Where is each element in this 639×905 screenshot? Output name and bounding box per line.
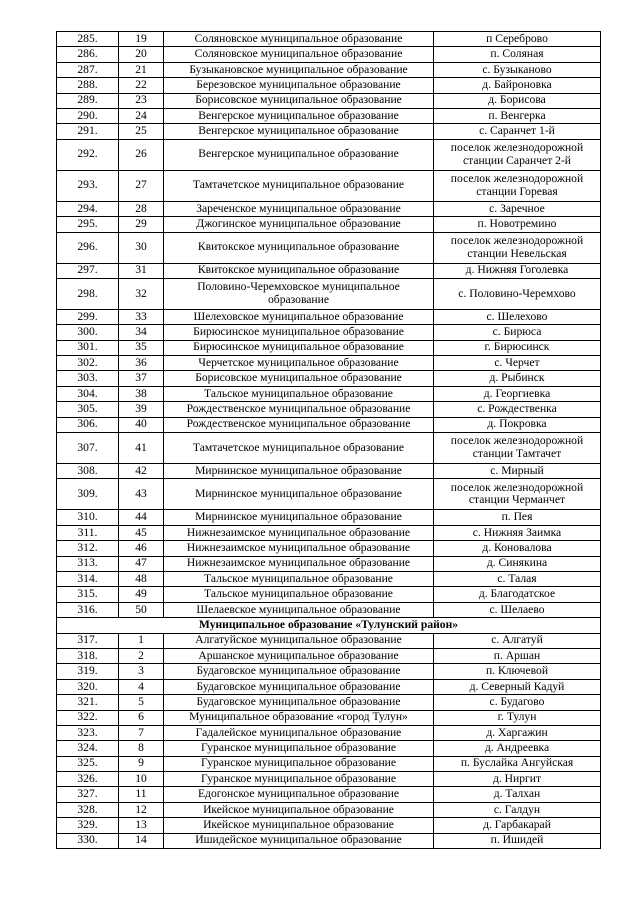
table-row [57, 679, 601, 694]
sub-number-cell: 36 [119, 356, 164, 371]
sub-number-cell: 22 [119, 78, 164, 93]
settlement-cell: п. Буслайка Ангуйская [434, 756, 601, 771]
row-number-cell: 294. [57, 201, 119, 216]
table-row [57, 664, 601, 679]
table-row [57, 309, 601, 324]
table-row [57, 232, 601, 263]
sub-number-cell: 14 [119, 833, 164, 848]
settlement-cell: с. Нижняя Заимка [434, 525, 601, 540]
table-row [57, 787, 601, 802]
table-row [57, 710, 601, 725]
sub-number-cell: 10 [119, 772, 164, 787]
municipality-cell: Гуранское муниципальное образование [164, 772, 434, 787]
row-number-cell: 316. [57, 602, 119, 617]
sub-number-cell: 30 [119, 232, 164, 263]
municipality-cell: Половино-Черемховское муниципальное образование [164, 278, 434, 309]
table-row [57, 371, 601, 386]
table-row [57, 417, 601, 432]
row-number-cell: 295. [57, 217, 119, 232]
sub-number-cell: 34 [119, 325, 164, 340]
row-number-cell: 291. [57, 124, 119, 139]
row-number-cell: 329. [57, 818, 119, 833]
table-row [57, 602, 601, 617]
municipality-cell: Мирнинское муниципальное образование [164, 464, 434, 479]
table-row [57, 648, 601, 663]
municipality-cell: Бирюсинское муниципальное образование [164, 340, 434, 355]
municipality-cell: Икейское муниципальное образование [164, 818, 434, 833]
table-row [57, 772, 601, 787]
row-number-cell: 318. [57, 648, 119, 663]
municipality-cell: Бузыкановское муниципальное образование [164, 62, 434, 77]
table-body-part2 [57, 633, 601, 848]
table-row [57, 833, 601, 848]
row-number-cell: 288. [57, 78, 119, 93]
table-row [57, 633, 601, 648]
table-row [57, 263, 601, 278]
settlement-cell: с. Шелехово [434, 309, 601, 324]
row-number-cell: 317. [57, 633, 119, 648]
sub-number-cell: 2 [119, 648, 164, 663]
row-number-cell: 301. [57, 340, 119, 355]
table-row [57, 201, 601, 216]
municipality-cell: Икейское муниципальное образование [164, 802, 434, 817]
municipality-cell: Венгерское муниципальное образование [164, 108, 434, 123]
settlement-cell: с. Галдун [434, 802, 601, 817]
table-row [57, 325, 601, 340]
settlement-cell: с. Будагово [434, 695, 601, 710]
settlement-cell: с. Шелаево [434, 602, 601, 617]
table-row [57, 556, 601, 571]
sub-number-cell: 50 [119, 602, 164, 617]
settlement-cell: поселок железнодорожной станции Невельская [434, 232, 601, 263]
sub-number-cell: 26 [119, 139, 164, 170]
settlement-cell: с. Алгатуй [434, 633, 601, 648]
table-row [57, 47, 601, 62]
municipality-cell: Гадалейское муниципальное образование [164, 725, 434, 740]
sub-number-cell: 7 [119, 725, 164, 740]
row-number-cell: 323. [57, 725, 119, 740]
row-number-cell: 303. [57, 371, 119, 386]
row-number-cell: 304. [57, 386, 119, 401]
row-number-cell: 287. [57, 62, 119, 77]
settlement-cell: д. Синякина [434, 556, 601, 571]
municipality-cell: Аршанское муниципальное образование [164, 648, 434, 663]
row-number-cell: 326. [57, 772, 119, 787]
settlement-cell: с. Половино-Черемхово [434, 278, 601, 309]
section-header-group [57, 618, 601, 633]
municipality-cell: Тальское муниципальное образование [164, 386, 434, 401]
municipality-cell: Алгатуйское муниципальное образование [164, 633, 434, 648]
municipality-cell: Шелаевское муниципальное образование [164, 602, 434, 617]
row-number-cell: 310. [57, 510, 119, 525]
settlement-cell: п Сереброво [434, 32, 601, 47]
row-number-cell: 305. [57, 402, 119, 417]
sub-number-cell: 49 [119, 587, 164, 602]
settlement-cell: с. Рождественка [434, 402, 601, 417]
settlement-cell: д. Байроновка [434, 78, 601, 93]
row-number-cell: 324. [57, 741, 119, 756]
sub-number-cell: 39 [119, 402, 164, 417]
settlement-cell: д. Гарбакарай [434, 818, 601, 833]
municipality-cell: Нижнезаимское муниципальное образование [164, 525, 434, 540]
row-number-cell: 292. [57, 139, 119, 170]
sub-number-cell: 24 [119, 108, 164, 123]
sub-number-cell: 1 [119, 633, 164, 648]
municipality-cell: Тальское муниципальное образование [164, 571, 434, 586]
table-row [57, 695, 601, 710]
municipality-cell: Гуранское муниципальное образование [164, 741, 434, 756]
sub-number-cell: 46 [119, 541, 164, 556]
sub-number-cell: 37 [119, 371, 164, 386]
municipality-cell: Рождественское муниципальное образование [164, 417, 434, 432]
municipality-cell: Гуранское муниципальное образование [164, 756, 434, 771]
municipality-cell: Ишидейское муниципальное образование [164, 833, 434, 848]
row-number-cell: 325. [57, 756, 119, 771]
table-row [57, 464, 601, 479]
row-number-cell: 306. [57, 417, 119, 432]
table-row [57, 587, 601, 602]
municipality-cell: Тальское муниципальное образование [164, 587, 434, 602]
municipality-cell: Бирюсинское муниципальное образование [164, 325, 434, 340]
row-number-cell: 298. [57, 278, 119, 309]
table-row [57, 278, 601, 309]
municipality-cell: Тамтачетское муниципальное образование [164, 170, 434, 201]
row-number-cell: 307. [57, 433, 119, 464]
municipality-cell: Венгерское муниципальное образование [164, 139, 434, 170]
municipality-cell: Соляновское муниципальное образование [164, 32, 434, 47]
municipality-cell: Квитокское муниципальное образование [164, 263, 434, 278]
municipality-cell: Квитокское муниципальное образование [164, 232, 434, 263]
table-row [57, 356, 601, 371]
table-row [57, 170, 601, 201]
sub-number-cell: 12 [119, 802, 164, 817]
municipality-cell: Шелеховское муниципальное образование [164, 309, 434, 324]
row-number-cell: 322. [57, 710, 119, 725]
row-number-cell: 311. [57, 525, 119, 540]
settlement-cell: п. Новотремино [434, 217, 601, 232]
row-number-cell: 330. [57, 833, 119, 848]
sub-number-cell: 40 [119, 417, 164, 432]
sub-number-cell: 8 [119, 741, 164, 756]
settlement-cell: д. Талхан [434, 787, 601, 802]
settlement-cell: п. Венгерка [434, 108, 601, 123]
sub-number-cell: 4 [119, 679, 164, 694]
municipality-cell: Борисовское муниципальное образование [164, 93, 434, 108]
municipality-cell: Муниципальное образование «город Тулун» [164, 710, 434, 725]
table-row [57, 479, 601, 510]
table-row [57, 386, 601, 401]
sub-number-cell: 28 [119, 201, 164, 216]
municipality-cell: Борисовское муниципальное образование [164, 371, 434, 386]
settlement-cell: г. Бирюсинск [434, 340, 601, 355]
table-row [57, 402, 601, 417]
table-row [57, 340, 601, 355]
sub-number-cell: 41 [119, 433, 164, 464]
settlement-cell: д. Покровка [434, 417, 601, 432]
municipality-cell: Рождественское муниципальное образование [164, 402, 434, 417]
sub-number-cell: 21 [119, 62, 164, 77]
settlement-cell: с. Заречное [434, 201, 601, 216]
table-row [57, 725, 601, 740]
settlement-cell: д. Благодатское [434, 587, 601, 602]
sub-number-cell: 42 [119, 464, 164, 479]
settlement-cell: д. Нижняя Гоголевка [434, 263, 601, 278]
table-row [57, 541, 601, 556]
municipality-cell: Будаговское муниципальное образование [164, 679, 434, 694]
settlement-cell: поселок железнодорожной станции Горевая [434, 170, 601, 201]
row-number-cell: 328. [57, 802, 119, 817]
settlement-cell: поселок железнодорожной станции Саранчет 2-й [434, 139, 601, 170]
sub-number-cell: 31 [119, 263, 164, 278]
table-row [57, 93, 601, 108]
municipality-cell: Мирнинское муниципальное образование [164, 479, 434, 510]
row-number-cell: 319. [57, 664, 119, 679]
sub-number-cell: 13 [119, 818, 164, 833]
table-row [57, 756, 601, 771]
settlement-cell: д. Ниргит [434, 772, 601, 787]
sub-number-cell: 9 [119, 756, 164, 771]
settlement-cell: с. Черчет [434, 356, 601, 371]
settlement-cell: д. Борисова [434, 93, 601, 108]
settlement-cell: г. Тулун [434, 710, 601, 725]
sub-number-cell: 45 [119, 525, 164, 540]
table-row [57, 32, 601, 47]
sub-number-cell: 32 [119, 278, 164, 309]
row-number-cell: 285. [57, 32, 119, 47]
settlement-cell: п. Ключевой [434, 664, 601, 679]
settlement-cell: п. Ишидей [434, 833, 601, 848]
settlement-cell: п. Пея [434, 510, 601, 525]
settlement-cell: д. Харгажин [434, 725, 601, 740]
section-title: Муниципальное образование «Тулунский район» [57, 618, 601, 633]
municipality-cell: Тамтачетское муниципальное образование [164, 433, 434, 464]
table-row [57, 217, 601, 232]
table-row [57, 510, 601, 525]
sub-number-cell: 5 [119, 695, 164, 710]
municipality-cell: Венгерское муниципальное образование [164, 124, 434, 139]
municipality-cell: Мирнинское муниципальное образование [164, 510, 434, 525]
table-row [57, 124, 601, 139]
sub-number-cell: 38 [119, 386, 164, 401]
section-header-row [57, 618, 601, 633]
settlement-cell: с. Бирюса [434, 325, 601, 340]
municipality-cell: Соляновское муниципальное образование [164, 47, 434, 62]
row-number-cell: 300. [57, 325, 119, 340]
row-number-cell: 302. [57, 356, 119, 371]
row-number-cell: 312. [57, 541, 119, 556]
municipality-cell: Березовское муниципальное образование [164, 78, 434, 93]
settlement-cell: д. Андреевка [434, 741, 601, 756]
row-number-cell: 296. [57, 232, 119, 263]
sub-number-cell: 19 [119, 32, 164, 47]
sub-number-cell: 11 [119, 787, 164, 802]
settlement-cell: п. Соляная [434, 47, 601, 62]
settlement-cell: д. Коновалова [434, 541, 601, 556]
municipality-cell: Будаговское муниципальное образование [164, 695, 434, 710]
sub-number-cell: 3 [119, 664, 164, 679]
sub-number-cell: 6 [119, 710, 164, 725]
municipality-cell: Нижнезаимское муниципальное образование [164, 541, 434, 556]
table-row [57, 741, 601, 756]
sub-number-cell: 27 [119, 170, 164, 201]
settlement-cell: д. Северный Кадуй [434, 679, 601, 694]
table-body-part1 [57, 32, 601, 618]
municipality-cell: Джогинское муниципальное образование [164, 217, 434, 232]
row-number-cell: 309. [57, 479, 119, 510]
settlement-cell: д. Рыбинск [434, 371, 601, 386]
sub-number-cell: 35 [119, 340, 164, 355]
row-number-cell: 313. [57, 556, 119, 571]
table-row [57, 802, 601, 817]
settlements-table [56, 31, 601, 849]
row-number-cell: 308. [57, 464, 119, 479]
row-number-cell: 297. [57, 263, 119, 278]
table-row [57, 433, 601, 464]
municipality-cell: Едогонское муниципальное образование [164, 787, 434, 802]
settlement-cell: с. Мирный [434, 464, 601, 479]
municipality-cell: Зареченское муниципальное образование [164, 201, 434, 216]
settlement-cell: с. Бузыканово [434, 62, 601, 77]
sub-number-cell: 48 [119, 571, 164, 586]
row-number-cell: 293. [57, 170, 119, 201]
table-row [57, 62, 601, 77]
municipality-cell: Черчетское муниципальное образование [164, 356, 434, 371]
row-number-cell: 289. [57, 93, 119, 108]
table-row [57, 571, 601, 586]
row-number-cell: 315. [57, 587, 119, 602]
municipality-cell: Будаговское муниципальное образование [164, 664, 434, 679]
sub-number-cell: 47 [119, 556, 164, 571]
row-number-cell: 286. [57, 47, 119, 62]
row-number-cell: 327. [57, 787, 119, 802]
municipality-cell: Нижнезаимское муниципальное образование [164, 556, 434, 571]
settlement-cell: поселок железнодорожной станции Тамтачет [434, 433, 601, 464]
sub-number-cell: 20 [119, 47, 164, 62]
sub-number-cell: 33 [119, 309, 164, 324]
table-row [57, 139, 601, 170]
settlement-cell: д. Георгиевка [434, 386, 601, 401]
sub-number-cell: 44 [119, 510, 164, 525]
table-row [57, 78, 601, 93]
sub-number-cell: 29 [119, 217, 164, 232]
row-number-cell: 314. [57, 571, 119, 586]
row-number-cell: 320. [57, 679, 119, 694]
table-row [57, 818, 601, 833]
sub-number-cell: 43 [119, 479, 164, 510]
table-row [57, 108, 601, 123]
settlement-cell: поселок железнодорожной станции Черманчет [434, 479, 601, 510]
sub-number-cell: 25 [119, 124, 164, 139]
settlement-cell: с. Талая [434, 571, 601, 586]
settlement-cell: п. Аршан [434, 648, 601, 663]
sub-number-cell: 23 [119, 93, 164, 108]
settlement-cell: с. Саранчет 1-й [434, 124, 601, 139]
row-number-cell: 299. [57, 309, 119, 324]
row-number-cell: 321. [57, 695, 119, 710]
row-number-cell: 290. [57, 108, 119, 123]
table-row [57, 525, 601, 540]
